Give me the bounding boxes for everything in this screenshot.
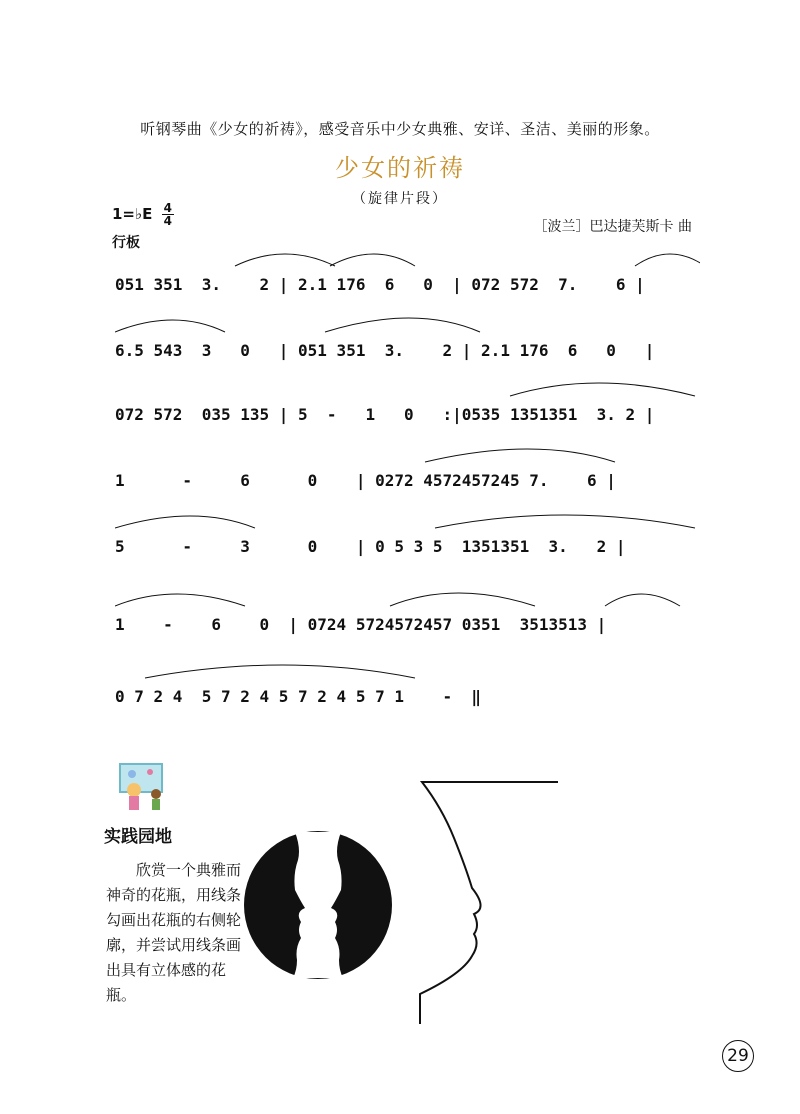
score-notes-1: 051 351 3. 2 | 2.1 176 6 0 | 072 572 7. 6 | — [115, 275, 645, 294]
time-signature — [162, 202, 174, 227]
song-title: 少女的祈祷 — [335, 154, 465, 182]
slur-marks — [115, 314, 700, 334]
vase-profile-outline — [414, 778, 564, 1024]
score-notes-7: 0 7 2 4 5 7 2 4 5 7 2 4 5 7 1 - ‖ — [115, 687, 482, 706]
practice-title: 实践园地 — [104, 827, 172, 847]
score-notes-5: 5 - 3 0 | 0 5 3 5 1351351 3. 2 | — [115, 537, 626, 556]
time-numerator: 4 — [163, 201, 172, 215]
practice-text: 欣赏一个典雅而神奇的花瓶，用线条勾画出花瓶的右侧轮廓，并尝试用线条画出具有立体感的花瓶。 — [106, 861, 242, 1004]
score-row-6 — [115, 588, 700, 640]
slur-marks — [115, 444, 700, 464]
time-denominator: 4 — [163, 214, 172, 228]
score-row-2 — [115, 314, 700, 366]
composer-credit: ［波兰］巴达捷芙斯卡 曲 — [533, 219, 692, 235]
slur-marks — [115, 248, 700, 268]
rubin-vase-image — [243, 830, 393, 980]
score-notes-4: 1 - 6 0 | 0272 4572457245 7. 6 | — [115, 471, 616, 490]
score-row-3 — [115, 378, 700, 430]
page-number: 29 — [722, 1040, 754, 1072]
score-notes-6: 1 - 6 0 | 0724 5724572457 0351 3513513 | — [115, 615, 607, 634]
score-notes-2: 6.5 543 3 0 | 051 351 3. 2 | 2.1 176 6 0 | — [115, 341, 655, 360]
slur-marks — [115, 660, 700, 680]
score-row-1 — [115, 248, 700, 300]
score-row-7 — [115, 660, 700, 712]
score-row-5 — [115, 510, 700, 562]
key-signature — [112, 202, 174, 227]
score-row-4 — [115, 444, 700, 496]
practice-illustration-icon — [112, 760, 172, 815]
intro-text: 听钢琴曲《少女的祈祷》，感受音乐中少女典雅、安详、圣洁、美丽的形象。 — [140, 120, 660, 138]
slur-marks — [115, 588, 700, 608]
key-label: 1=♭E — [112, 205, 153, 223]
song-subtitle: （旋律片段） — [352, 191, 448, 207]
tempo-marking: 行板 — [112, 235, 140, 251]
score-notes-3: 072 572 035 135 | 5 - 1 0 :|0535 1351351 3. 2 | — [115, 405, 655, 424]
slur-marks — [115, 378, 700, 398]
slur-marks — [115, 510, 700, 530]
